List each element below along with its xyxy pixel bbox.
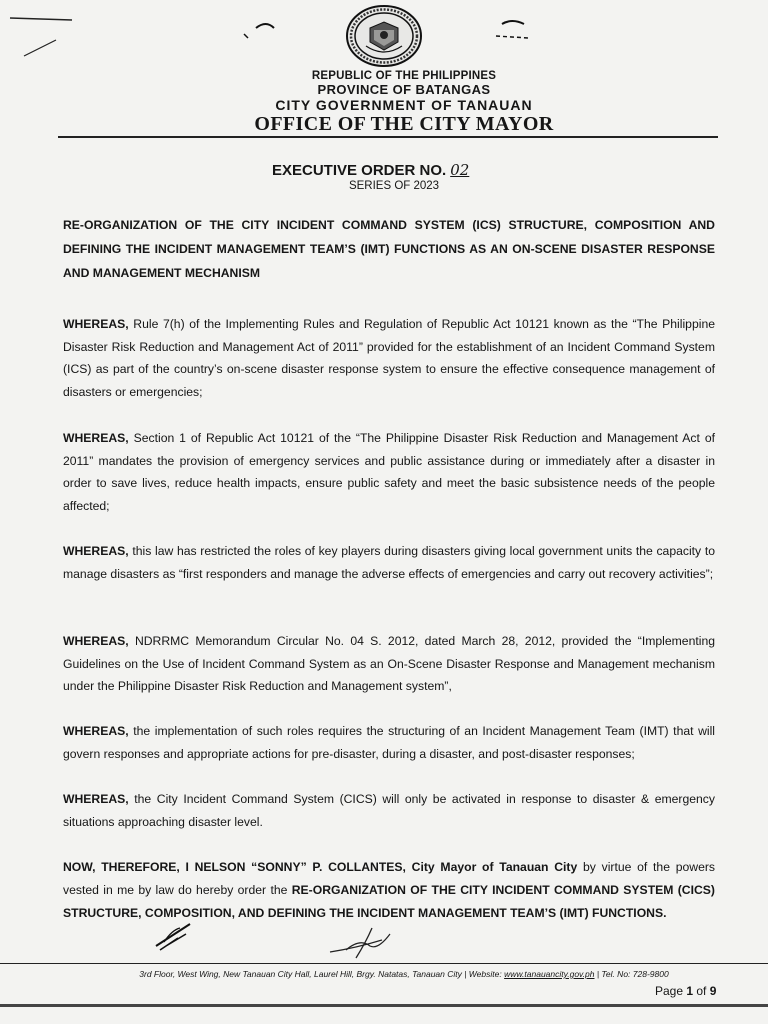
whereas-lead: WHEREAS,	[63, 634, 129, 648]
whereas-text: the implementation of such roles requires the structuring of an Incident Management Team (IMT) that will govern responses and appropriate actions for pre-disaster, during a disaster, and post-disaster responses;	[63, 724, 715, 761]
footer-divider	[0, 963, 768, 964]
whereas-clause	[63, 788, 715, 833]
header-province: PROVINCE OF BATANGAS	[317, 82, 491, 97]
city-seal-icon	[344, 4, 424, 68]
whereas-clause	[63, 427, 715, 517]
page-of: of	[693, 984, 710, 998]
executive-order-heading	[272, 161, 477, 179]
whereas-lead: WHEREAS,	[63, 431, 129, 445]
executive-order-label: EXECUTIVE ORDER NO.	[272, 162, 447, 179]
now-therefore-clause	[63, 856, 715, 925]
whereas-clause	[63, 630, 715, 698]
page-current: 1	[686, 984, 694, 998]
whereas-lead: WHEREAS,	[63, 317, 129, 331]
header-republic: REPUBLIC OF THE PHILIPPINES	[311, 70, 497, 82]
pen-stroke-mark-icon	[6, 8, 76, 68]
whereas-text: the City Incident Command System (CICS) will only be activated in response to disaster & emergency situations approaching disaster level.	[63, 792, 715, 829]
whereas-lead: WHEREAS,	[63, 724, 129, 738]
whereas-text: NDRRMC Memorandum Circular No. 04 S. 2012, dated March 28, 2012, provided the “Implementing Guidelines on the Use of Incident Command System as an On-Scene Disaster Response and Management mechanism under the Philippine Disaster Risk Reduction and Management system”,	[63, 634, 715, 693]
executive-order-number: 02	[450, 161, 470, 179]
hole-punch-mark-icon	[492, 14, 532, 48]
footer-website-link[interactable]: www.tanauancity.gov.ph	[504, 969, 595, 979]
whereas-text: Rule 7(h) of the Implementing Rules and Regulation of Republic Act 10121 known as the “The Philippine Disaster Risk Reduction and Management Act of 2011” provided for the establishment of an Incident Command System (ICS) as part of the country’s on-scene disaster response system to ensure the effective consequence management of disasters or emergencies;	[63, 317, 715, 399]
handwritten-signature-icon	[326, 922, 398, 962]
now-therefore-order: RE-ORGANIZATION OF THE CITY INCIDENT COMMAND SYSTEM (CICS) STRUCTURE, COMPOSITION, AND DEFINING THE INCIDENT MANAGEMENT TEAM’S (IMT) FUNCTIONS.	[63, 883, 715, 920]
page-label: Page	[655, 984, 687, 998]
page-total: 9	[709, 984, 717, 998]
whereas-clause	[63, 720, 715, 765]
whereas-clause	[63, 313, 715, 403]
now-therefore-middle: by virtue of the powers vested in me by law do hereby order the	[63, 860, 715, 897]
hole-punch-mark-icon	[240, 14, 276, 44]
now-therefore-lead: NOW, THEREFORE, I NELSON “SONNY” P. COLLANTES, City Mayor of Tanauan City	[63, 860, 578, 874]
order-title: RE-ORGANIZATION OF THE CITY INCIDENT COMMAND SYSTEM (ICS) STRUCTURE, COMPOSITION AND DEFINING THE INCIDENT MANAGEMENT TEAM’S (IMT) FUNCTIONS AS AN ON-SCENE DISASTER RESPONSE AND MANAGEMENT MECHANISM	[63, 218, 715, 280]
whereas-lead: WHEREAS,	[63, 792, 129, 806]
whereas-lead: WHEREAS,	[63, 544, 129, 558]
whereas-text: this law has restricted the roles of key players during disasters giving local government units the capacity to manage disasters as “first responders and manage the adverse effects of emergencies and carry out recovery activities”;	[63, 544, 715, 581]
header-divider	[58, 136, 718, 138]
page-number	[655, 984, 716, 998]
footer-tel: | Tel. No: 728-9800	[594, 969, 669, 979]
series-year: SERIES OF 2023	[348, 180, 440, 192]
header-office: OFFICE OF THE CITY MAYOR	[254, 113, 554, 135]
scan-edge-line	[0, 1004, 768, 1007]
footer-address	[0, 969, 768, 979]
initial-signature-icon	[150, 916, 200, 956]
footer-address-text: 3rd Floor, West Wing, New Tanauan City Hall, Laurel Hill, Brgy. Natatas, Tanauan City | Website:	[139, 969, 505, 979]
whereas-text: Section 1 of Republic Act 10121 of the “The Philippine Disaster Risk Reduction and Management Act of 2011” mandates the provision of emergency services and public assistance during or immediately after a disaster in order to save lives, reduce health impacts, ensure public safety and meet the basic subsistence needs of the people affected;	[63, 431, 715, 513]
whereas-clause	[63, 540, 715, 585]
header-city-government: CITY GOVERNMENT OF TANAUAN	[275, 97, 533, 113]
